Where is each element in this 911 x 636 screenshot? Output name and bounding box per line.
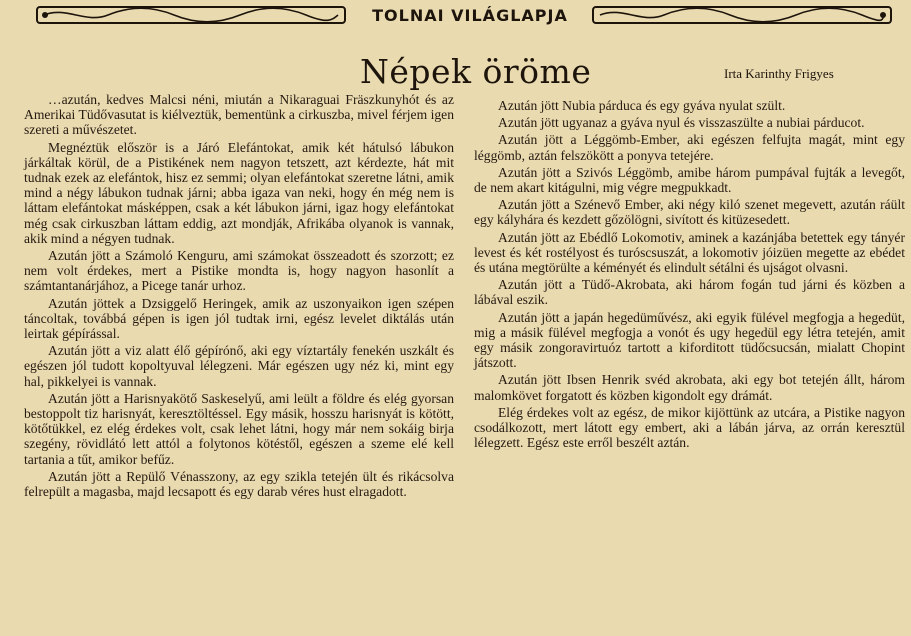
paragraph: Azután jött a viz alatt élő gépírónő, aki egy víztartály fenekén uszkált és egészen jól tudott kopoltyuval lélegzeni. Már egészen ugy néz ki, mint egy hal, pikkelyei is vannak.	[24, 343, 454, 389]
paragraph: Azután jött a Harisnyakötő Saskeselyű, ami leült a földre és elég gyorsan bestoppolt tiz harisnyát, keresztöltéssel. Egy másik, hosszu harisnyát is kötött, kötőtükkel, ez elég érdekes volt, csak lehet látni, hogy már nem sokáig birja szegény, rövidlátó lett attól a folytonos kötéstől, egészen a szeme elé kell tartania a tűt, amikor befűz.	[24, 390, 454, 467]
article-byline: Irta Karinthy Frigyes	[724, 66, 834, 81]
masthead	[0, 0, 911, 34]
paragraph: Azután jött Nubia párduca és egy gyáva nyulat szült.	[498, 98, 786, 113]
paragraph: Azután jött a Számoló Kenguru, ami számokat összeadott és szorzott; ez nem volt érdekes, mert a Pistike mondta is, hogy nagyon hasonlít a számtantanárjához, a Picege tanár urhoz.	[24, 248, 454, 294]
paragraph: Elég érdekes volt az egész, de mikor kijöttünk az utcára, a Pistike nagyon csodálkozott, mert látott egy embert, aki a lábán járva, az orrán keresztül lélegzett. Egész este erről beszélt aztán.	[474, 404, 905, 451]
article-column-left	[24, 92, 454, 501]
paragraph: Azután jött a Tüdő-Akrobata, aki három fogán tud járni és közben a lábával eszik.	[474, 277, 905, 308]
paragraph: Azután jött a Szivós Léggömb, amibe három pumpával fujták a levegőt, de nem akart kitágulni, mig végre megpukkadt.	[474, 164, 905, 196]
paragraph: Azután jött Ibsen Henrik svéd akrobata, aki egy bot tetején állt, három malomkövet forgatott és közben kigondolt egy drámát.	[474, 372, 905, 403]
paragraph: Azután jött a Léggömb-Ember, aki egészen felfujta magát, mint egy léggömb, aztán felszökött a ponyva tetejére.	[474, 132, 905, 163]
masthead-title: TOLNAI VILÁGLAPJA	[372, 6, 568, 25]
paragraph: Megnéztük először is a Járó Elefántokat, amik két hátulsó lábukon járkáltak körül, de a Pistikének nem nagyon tetszett, azt kérdezte, hát mit tudnak ezek az elefántok, hisz ez semmi; olyan elefántokat szeretne látni, amik mind a négy lábukon tudnak járni; abba igaza van neki, hogy én még nem is láttam elefántokat másképpen, csak a két lábukon járni, igaz hogy elefántokat még csak cirkuszban láttam eddig, azt mondják, Afrikába olyanok is vannak, akik mind a négyen tudnak.	[24, 139, 454, 246]
ornament-left-icon	[36, 6, 346, 24]
article-column-right	[474, 98, 905, 452]
paragraph: Azután jött a Repülő Vénasszony, az egy szikla tetején ült és rikácsolva felrepült a magasba, majd lecsapott és egy darab véres hust elragadott.	[24, 468, 454, 500]
paragraph: Azután jött az Ebédlő Lokomotiv, aminek a kazánjába betettek egy tányér levest és két rostélyost és turóscsuszát, a lokomotiv jóizüen megette az ebédet és utána megtörülte a kéményét és elindult sétálni és ujságot olvasni.	[474, 229, 905, 276]
paragraph: Azután jöttek a Dzsiggelő Heringek, amik az uszonyaikon igen szépen táncoltak, továbbá gépen is igen jól tudtak irni, egész levelet diktálás után leirtak gépírással.	[24, 295, 454, 342]
paragraph: Azután jött a japán hegedüművész, aki egyik fülével megfogja a hegedüt, mig a másik fülével megfogja a vonót és ugy hegedül egy létra tetején, amit egy másik zongoravirtuóz tartott a kiforditott tüdőcsucsán, mialatt Chopint játszott.	[474, 309, 905, 371]
article-headline: Népek öröme	[360, 52, 592, 91]
paragraph: Azután jött ugyanaz a gyáva nyul és visszaszülte a nubiai párducot.	[498, 115, 865, 131]
paragraph: Azután jött a Szénevő Ember, aki négy kiló szenet megevett, azután ráült egy kályhára és kezdett gőzölögni, sivított és kitüzesedett.	[474, 197, 905, 228]
paragraph: …azután, kedves Malcsi néni, miután a Nikaraguai Fräszkunyhót és az Amerikai Tüdővasutat is kiélveztük, bementünk a cirkuszba, mivel férjem igen szereti a művészetet.	[24, 92, 454, 138]
ornament-right-icon	[592, 6, 892, 24]
